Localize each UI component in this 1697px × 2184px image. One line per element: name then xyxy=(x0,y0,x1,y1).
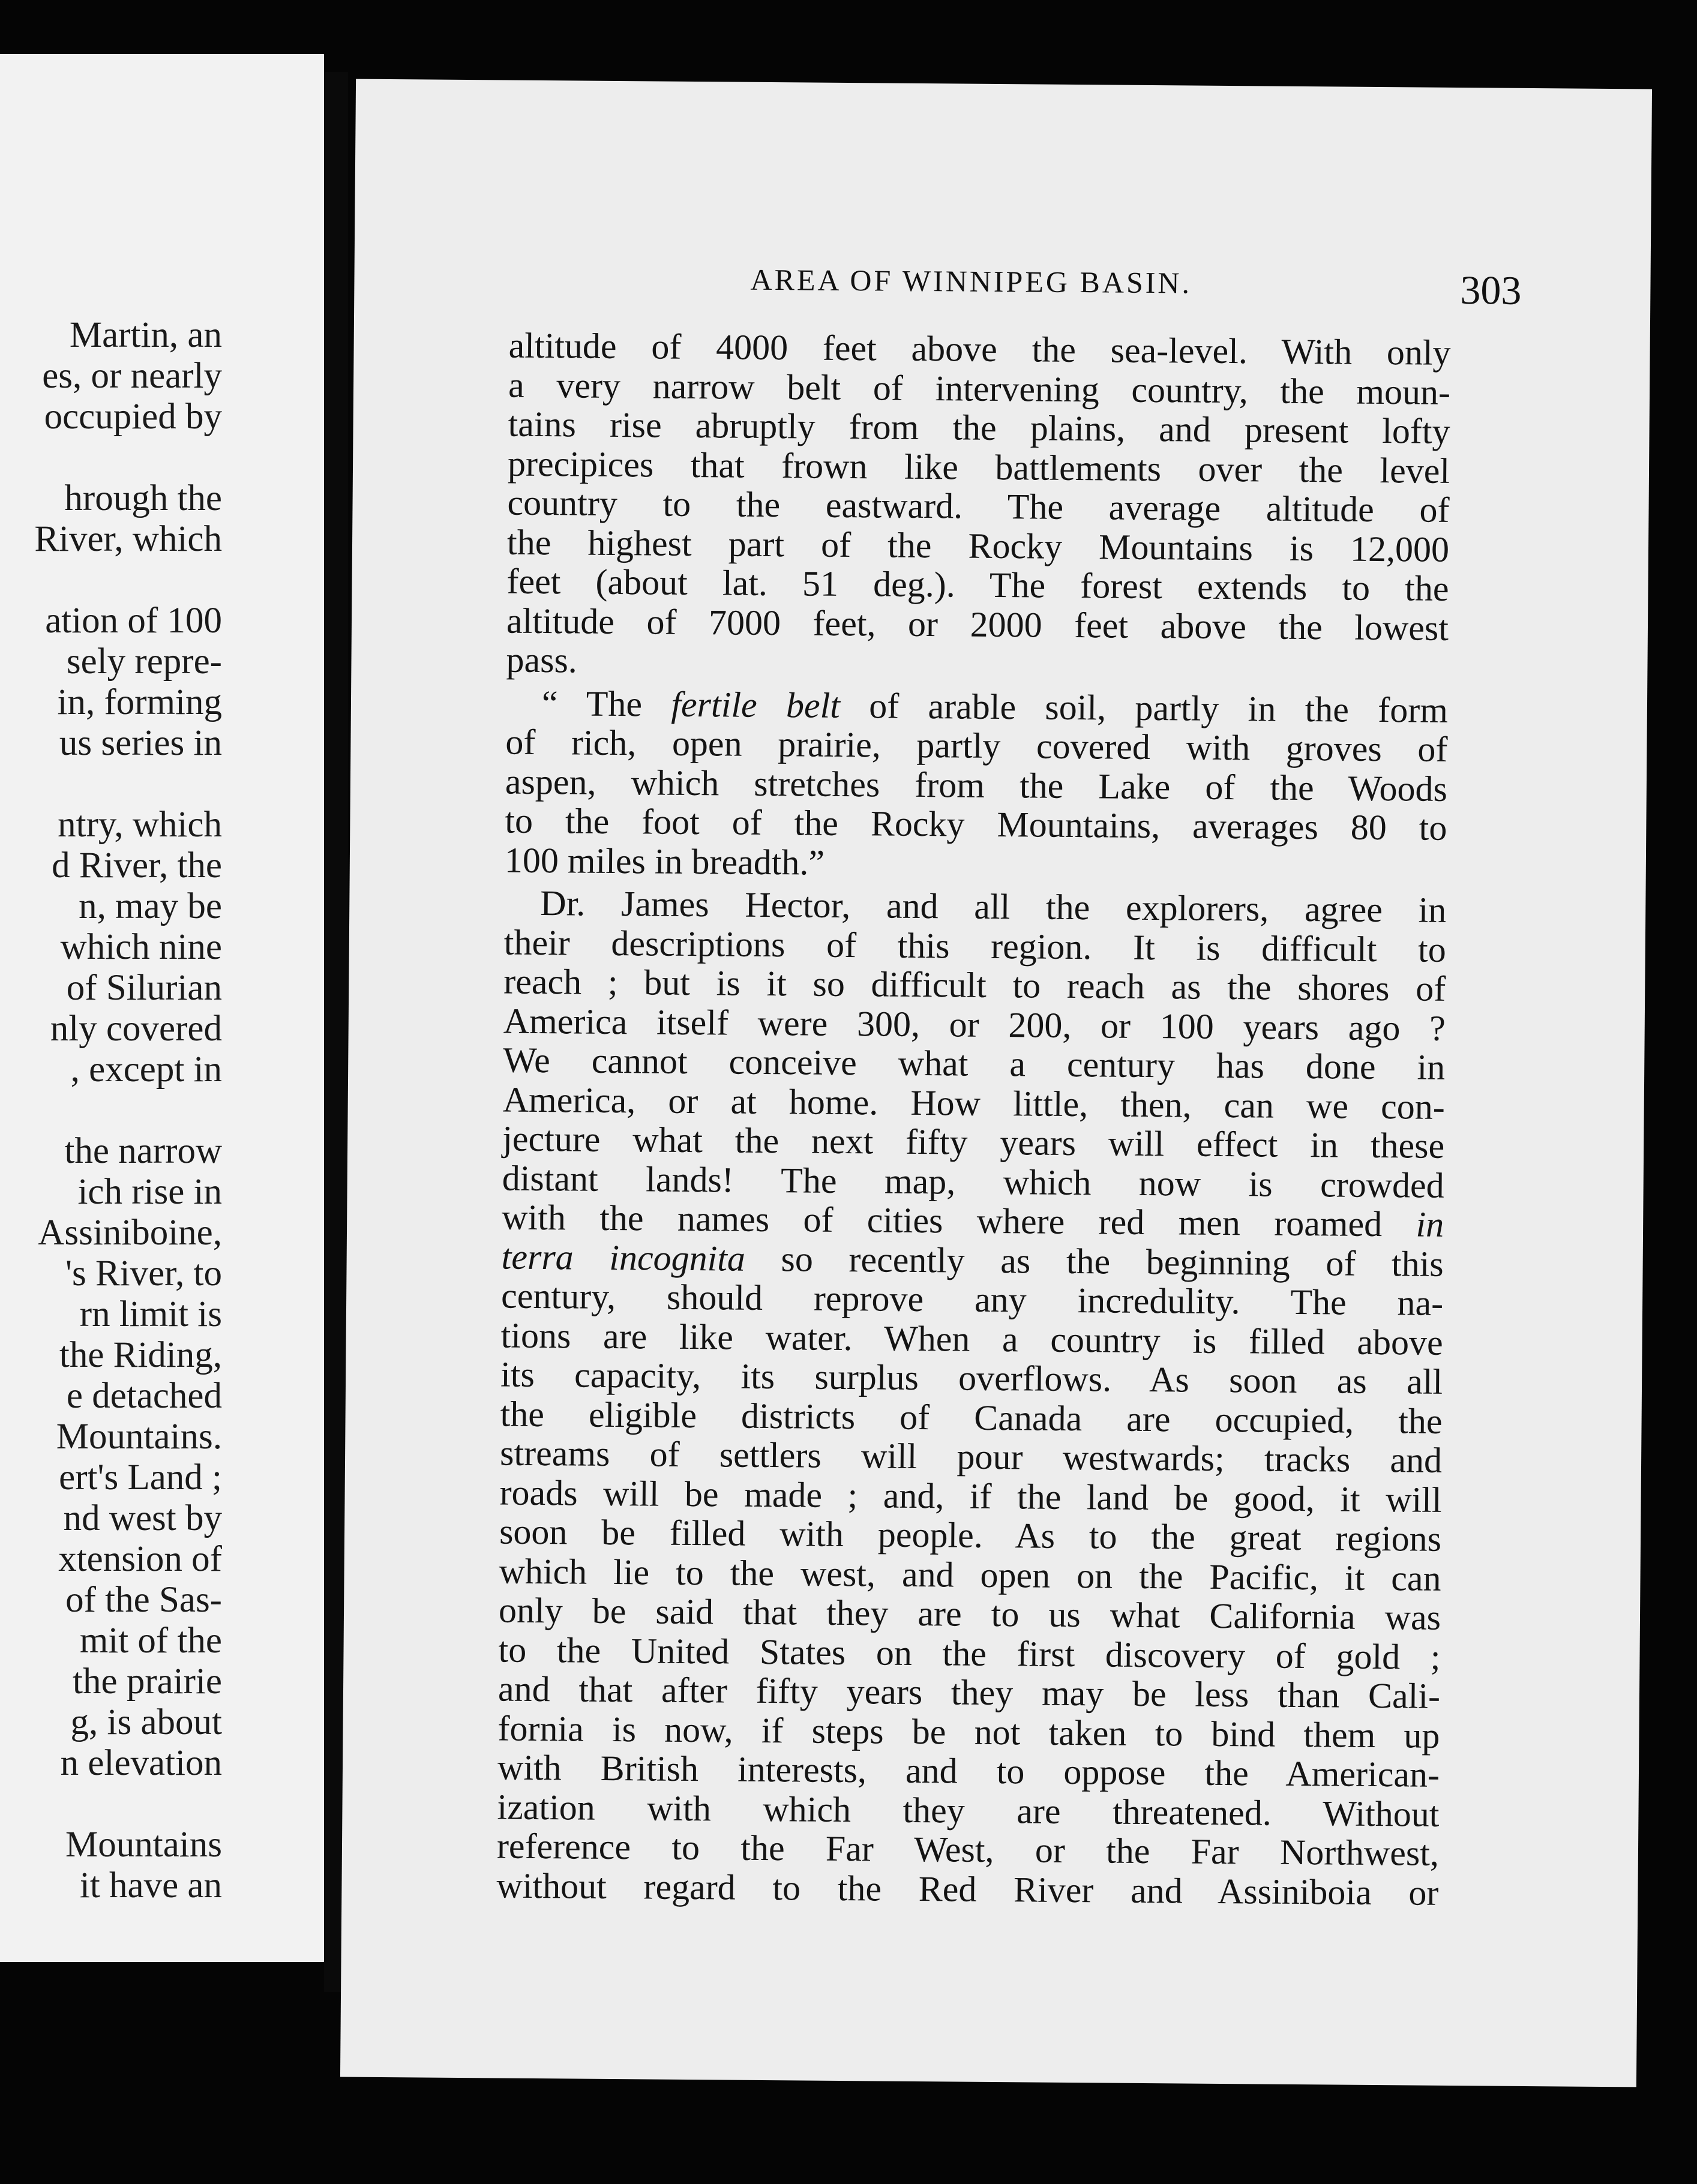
left-text-line: sely repre- xyxy=(66,641,222,682)
text-line: fornia is now, if steps be not taken to bind them up xyxy=(497,1708,1440,1756)
left-line-gap xyxy=(0,1090,222,1131)
text-line: soon be filled with people. As to the great regions xyxy=(499,1511,1442,1559)
text-line: terra incognita so recently as the beginning of this xyxy=(501,1237,1444,1284)
text-line: feet (about lat. 51 deg.). The forest extends to the xyxy=(506,561,1449,608)
text-line: Dr. James Hector, and all the explorers, agree in xyxy=(540,883,1447,930)
text-line: a very narrow belt of intervening country, the moun- xyxy=(508,365,1451,412)
text-line: the highest part of the Rocky Mountains is 12,000 xyxy=(506,522,1450,569)
text-line: without regard to the Red River and Assiniboia or xyxy=(496,1865,1439,1913)
text-line: pass. xyxy=(506,640,578,680)
left-text-line: nly covered xyxy=(50,1009,222,1049)
left-text-line: Mountains xyxy=(65,1825,222,1865)
paragraph-2 xyxy=(505,683,1449,887)
left-text-line: e detached xyxy=(66,1376,222,1416)
left-line-gap xyxy=(0,437,222,478)
text-line: only be said that they are to us what California was xyxy=(498,1590,1441,1637)
emphasis: terra incognita xyxy=(501,1237,746,1279)
left-text-line: rn limit is xyxy=(79,1294,222,1334)
text-line: altitude of 7000 feet, or 2000 feet above the lowest xyxy=(506,601,1449,648)
text-line: 100 miles in breadth.” xyxy=(504,840,825,883)
text-line: aspen, which stretches from the Lake of the Woods xyxy=(505,761,1448,809)
left-text-line: ert's Land ; xyxy=(59,1457,222,1498)
left-line-gap xyxy=(0,560,222,601)
left-text-line: ich rise in xyxy=(77,1172,222,1212)
left-text-line: Assiniboine, xyxy=(38,1213,222,1253)
text-line: America, or at home. How little, then, can we con- xyxy=(502,1079,1445,1127)
right-page xyxy=(340,79,1652,2087)
left-text-line: Mountains. xyxy=(56,1417,222,1457)
text-line: to the United States on the first discovery of gold ; xyxy=(498,1630,1441,1677)
left-text-line: Martin, an xyxy=(69,315,222,355)
left-text-line: hrough the xyxy=(64,478,222,518)
left-text-line: es, or nearly xyxy=(42,356,222,396)
text-line: precipices that frown like battlements over the level xyxy=(507,443,1450,491)
text-line: tains rise abruptly from the plains, and present lofty xyxy=(508,404,1450,451)
left-text-line: n elevation xyxy=(60,1743,222,1783)
emphasis: in xyxy=(1416,1204,1444,1244)
left-text-line: which nine xyxy=(60,927,222,967)
left-text-line: ation of 100 xyxy=(45,601,222,641)
text-line: jecture what the next fifty years will effect in these xyxy=(502,1118,1445,1166)
left-text-line: xtension of xyxy=(58,1539,222,1579)
text-line: “ The fertile belt of arable soil, partly in the form xyxy=(541,683,1449,730)
left-text-line: g, is about xyxy=(70,1702,222,1742)
left-line-gap xyxy=(0,1784,222,1825)
text-line: century, should reprove any incredulity. The na- xyxy=(500,1276,1444,1323)
left-page-text xyxy=(0,315,222,1906)
text-line: with British interests, and to oppose the American- xyxy=(497,1747,1440,1795)
text-line: of rich, open prairie, partly covered with groves of xyxy=(505,722,1448,769)
text-line: the eligible districts of Canada are occupied, the xyxy=(500,1394,1443,1441)
left-text-line: d River, the xyxy=(52,845,222,886)
text-line: its capacity, its surplus overflows. As soon as all xyxy=(500,1354,1443,1402)
text-line: with the names of cities where red men roamed in xyxy=(501,1197,1444,1244)
left-text-line: the narrow xyxy=(64,1131,222,1171)
body-text xyxy=(496,326,1451,1913)
text-line: streams of settlers will pour westwards; tracks and xyxy=(499,1433,1443,1480)
left-text-line: of the Sas- xyxy=(65,1580,222,1620)
emphasis: fertile belt xyxy=(671,684,841,725)
left-text-line: the prairie xyxy=(73,1661,222,1702)
text-line: distant lands! The map, which now is crowded xyxy=(502,1158,1444,1205)
text-line: which lie to the west, and open on the Pacific, it can xyxy=(499,1551,1441,1598)
page-number: 303 xyxy=(1460,267,1522,313)
paragraph-3 xyxy=(496,884,1446,1913)
text-line: country to the eastward. The average altitude of xyxy=(507,482,1450,530)
left-text-line: mit of the xyxy=(79,1621,222,1661)
text-line: altitude of 4000 feet above the sea-level. With only xyxy=(508,325,1451,373)
left-text-line: n, may be xyxy=(79,886,222,926)
left-text-line: ntry, which xyxy=(58,805,222,845)
text-line: We cannot conceive what a century has done in xyxy=(503,1040,1446,1087)
text-line: and that after fifty years they may be less than Cali- xyxy=(497,1669,1441,1716)
left-text-line: us series in xyxy=(59,723,222,763)
running-head: AREA OF WINNIPEG BASIN. xyxy=(750,262,1192,300)
left-text-line: , except in xyxy=(70,1049,222,1090)
left-text-line: occupied by xyxy=(44,397,222,437)
left-text-line: 's River, to xyxy=(65,1253,222,1294)
left-line-gap xyxy=(0,764,222,805)
left-text-line: the Riding, xyxy=(59,1335,222,1375)
left-text-line: in, forming xyxy=(57,682,222,722)
paragraph-1 xyxy=(506,326,1451,688)
left-page-fragment xyxy=(0,54,324,1962)
left-text-line: River, which xyxy=(34,519,222,559)
left-text-line: of Silurian xyxy=(66,968,222,1008)
text-line: their descriptions of this region. It is difficult to xyxy=(503,922,1447,970)
text-line: reference to the Far West, or the Far Northwest, xyxy=(496,1826,1440,1873)
text-line: to the foot of the Rocky Mountains, averages 80 to xyxy=(505,800,1447,848)
text-line: ization with which they are threatened. Without xyxy=(497,1787,1440,1834)
text-line: reach ; but is it so difficult to reach as the shores of xyxy=(503,961,1446,1009)
left-text-line: nd west by xyxy=(63,1498,222,1538)
text-line: tions are like water. When a country is filled above xyxy=(500,1315,1443,1363)
text-line: roads will be made ; and, if the land be good, it will xyxy=(499,1472,1442,1520)
text-line: America itself were 300, or 200, or 100 years ago ? xyxy=(503,1001,1446,1048)
left-text-line: it have an xyxy=(79,1865,222,1906)
